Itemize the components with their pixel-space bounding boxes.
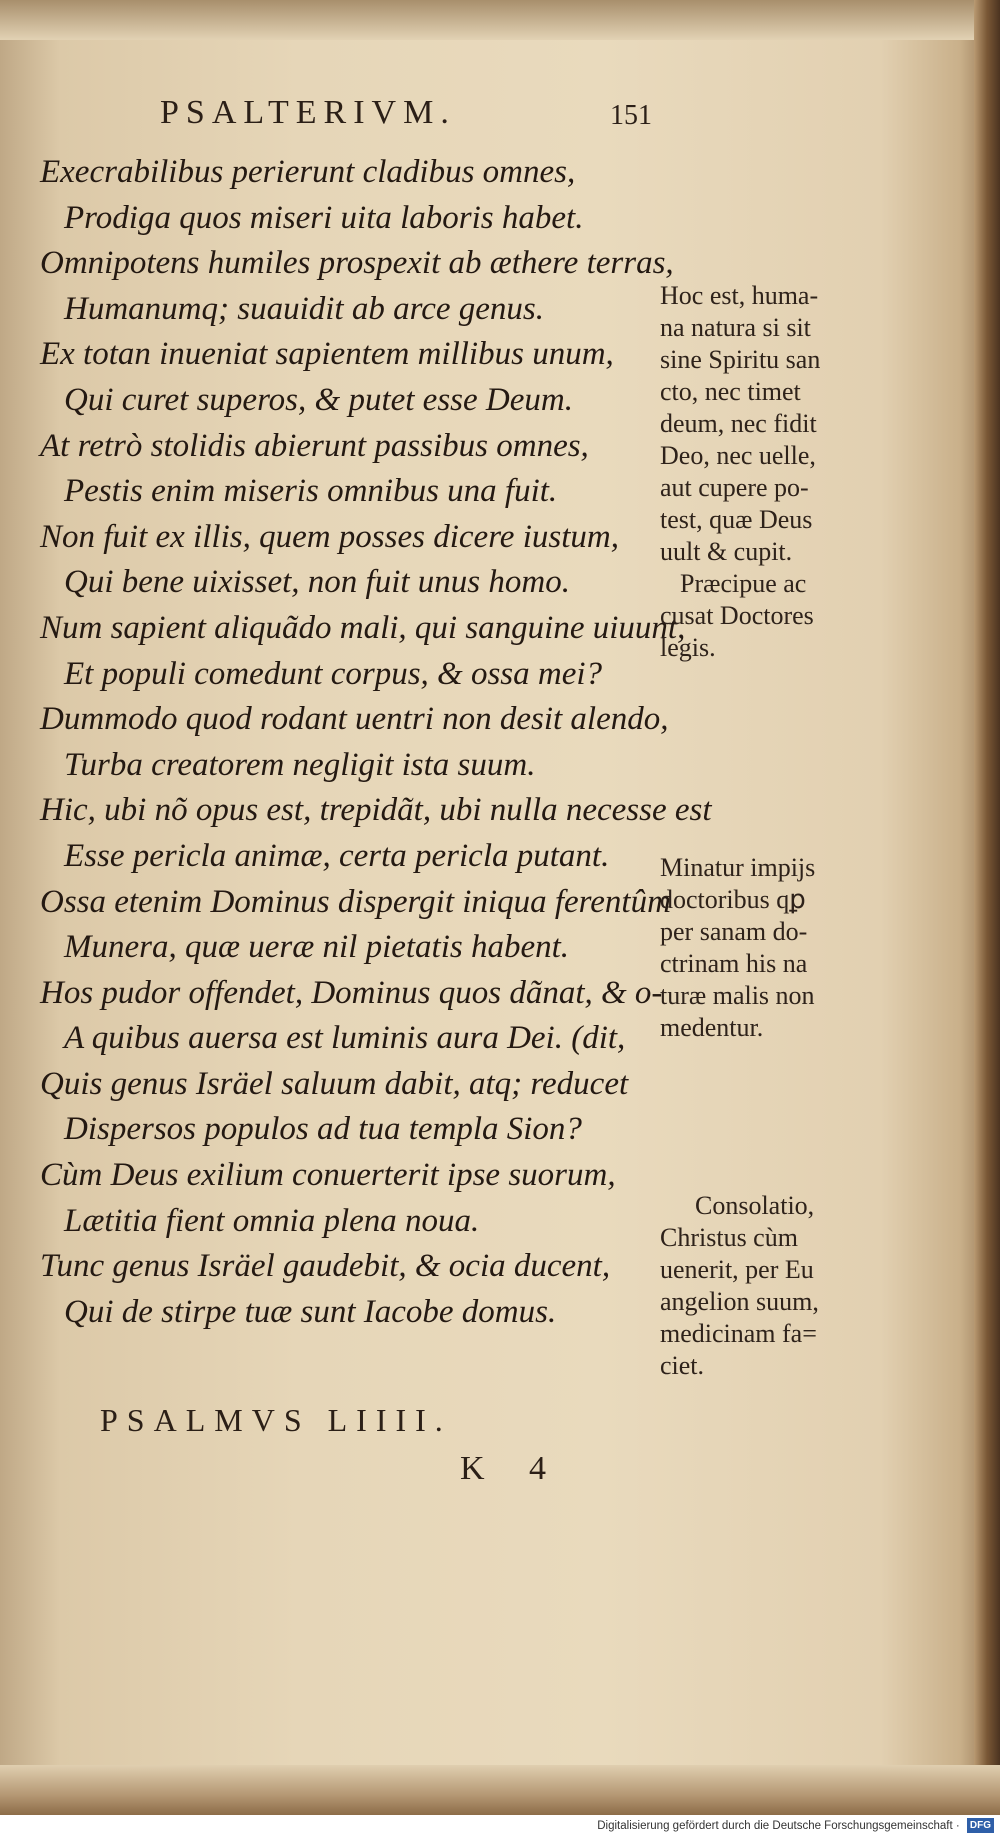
verse-line: Prodiga quos miseri uita laboris habet.	[64, 199, 584, 236]
verse-line: Cùm Deus exilium conuerterit ipse suorum,	[40, 1157, 616, 1194]
page-edge	[974, 0, 1000, 1815]
verse-line: Num sapient aliquãdo mali, qui sanguine uiuunt,	[40, 609, 686, 646]
verse-line: Quis genus Isräel saluum dabit, atq; reducet	[40, 1065, 629, 1102]
verse-line: Dummodo quod rodant uentri non desit alendo,	[40, 701, 669, 738]
gloss-line: Hoc est, huma-	[660, 281, 819, 310]
verse-line: Turba creatorem negligit ista suum.	[64, 746, 536, 783]
gloss-line: angelion suum,	[660, 1287, 819, 1316]
running-head: PSALTERIVM.	[160, 94, 456, 131]
verse-line: Pestis enim miseris omnibus una fuit.	[64, 473, 558, 510]
digitization-footer	[0, 1815, 1000, 1838]
page-number: 151	[610, 100, 652, 131]
gloss-line: medicinam fa=	[660, 1319, 817, 1348]
gloss-line: Præcipue ac	[680, 569, 807, 598]
verse-line: A quibus auersa est luminis aura Dei. (dit,	[64, 1020, 626, 1057]
gloss-line: ciet.	[660, 1351, 705, 1380]
verse-line: Esse pericla animæ, certa pericla putant.	[64, 837, 610, 874]
verse-line: Humanumq; suauidit ab arce genus.	[64, 290, 544, 327]
gloss-line: Consolatio,	[695, 1191, 815, 1220]
gloss-line: Deo, nec uelle,	[660, 441, 816, 470]
gloss-line: sine Spiritu san	[660, 345, 821, 374]
psalm-title: PSALMVS LIIII.	[100, 1402, 452, 1438]
verse-line: Munera, quæ ueræ nil pietatis habent.	[64, 929, 570, 966]
gloss-line: doctoribus qꝑ	[660, 885, 806, 914]
verse-line: Non fuit ex illis, quem posses dicere iustum,	[40, 518, 619, 555]
gloss-line: aut cupere po-	[660, 473, 809, 502]
marginal-gloss	[660, 280, 885, 664]
verse-line: Et populi comedunt corpus, & ossa mei?	[64, 655, 603, 692]
gloss-line: per sanam do-	[660, 917, 808, 946]
gloss-line: cusat Doctores	[660, 601, 814, 630]
gloss-line: cto, nec timet	[660, 377, 801, 406]
gloss-line: medentur.	[660, 1013, 764, 1042]
gloss-line: Minatur impijs	[660, 853, 816, 882]
verse-line: Hos pudor offendet, Dominus quos dãnat, & o-	[40, 974, 663, 1011]
verse-line: At retrò stolidis abierunt passibus omnes,	[40, 427, 589, 464]
verse-line: Lætitia fient omnia plena noua.	[64, 1202, 480, 1239]
verse-line: Omnipotens humiles prospexit ab æthere terras,	[40, 245, 674, 282]
gloss-line: Christus cùm	[660, 1223, 798, 1252]
gloss-line: turæ malis non	[660, 981, 815, 1010]
footer-credit: Digitalisierung gefördert durch die Deutsche Forschungsgemeinschaft ·	[597, 1820, 960, 1832]
verse-line: Qui de stirpe tuæ sunt Iacobe domus.	[64, 1293, 557, 1330]
gloss-line: uult & cupit.	[660, 537, 793, 566]
verse-line: Ossa etenim Dominus dispergit iniqua ferentûm	[40, 883, 671, 920]
gloss-line: ctrinam his na	[660, 949, 808, 978]
verse-line: Execrabilibus perierunt cladibus omnes,	[40, 154, 576, 190]
gloss-line: deum, nec fidit	[660, 409, 817, 438]
gloss-line: test, quæ Deus	[660, 505, 813, 534]
gloss-line: legis.	[660, 633, 716, 662]
gloss-line: na natura si sit	[660, 313, 811, 342]
verse-line: Qui bene uixisset, non fuit unus homo.	[64, 564, 570, 601]
signature-mark: K 4	[460, 1450, 565, 1487]
dfg-logo-icon: DFG	[967, 1818, 994, 1833]
marginal-gloss	[660, 852, 885, 1044]
gloss-line: uenerit, per Eu	[660, 1255, 814, 1284]
verse-line: Dispersos populos ad tua templa Sion?	[64, 1111, 582, 1148]
verse-line: Ex totan inueniat sapientem millibus unum,	[40, 336, 614, 373]
verse-line: Qui curet superos, & putet esse Deum.	[64, 381, 573, 418]
marginal-gloss	[660, 1190, 885, 1382]
verse-line: Hic, ubi nõ opus est, trepidãt, ubi nulla necesse est	[40, 792, 712, 829]
verse-line: Tunc genus Isräel gaudebit, & ocia ducent,	[40, 1248, 611, 1285]
page-bottom-edge	[0, 1765, 1000, 1815]
